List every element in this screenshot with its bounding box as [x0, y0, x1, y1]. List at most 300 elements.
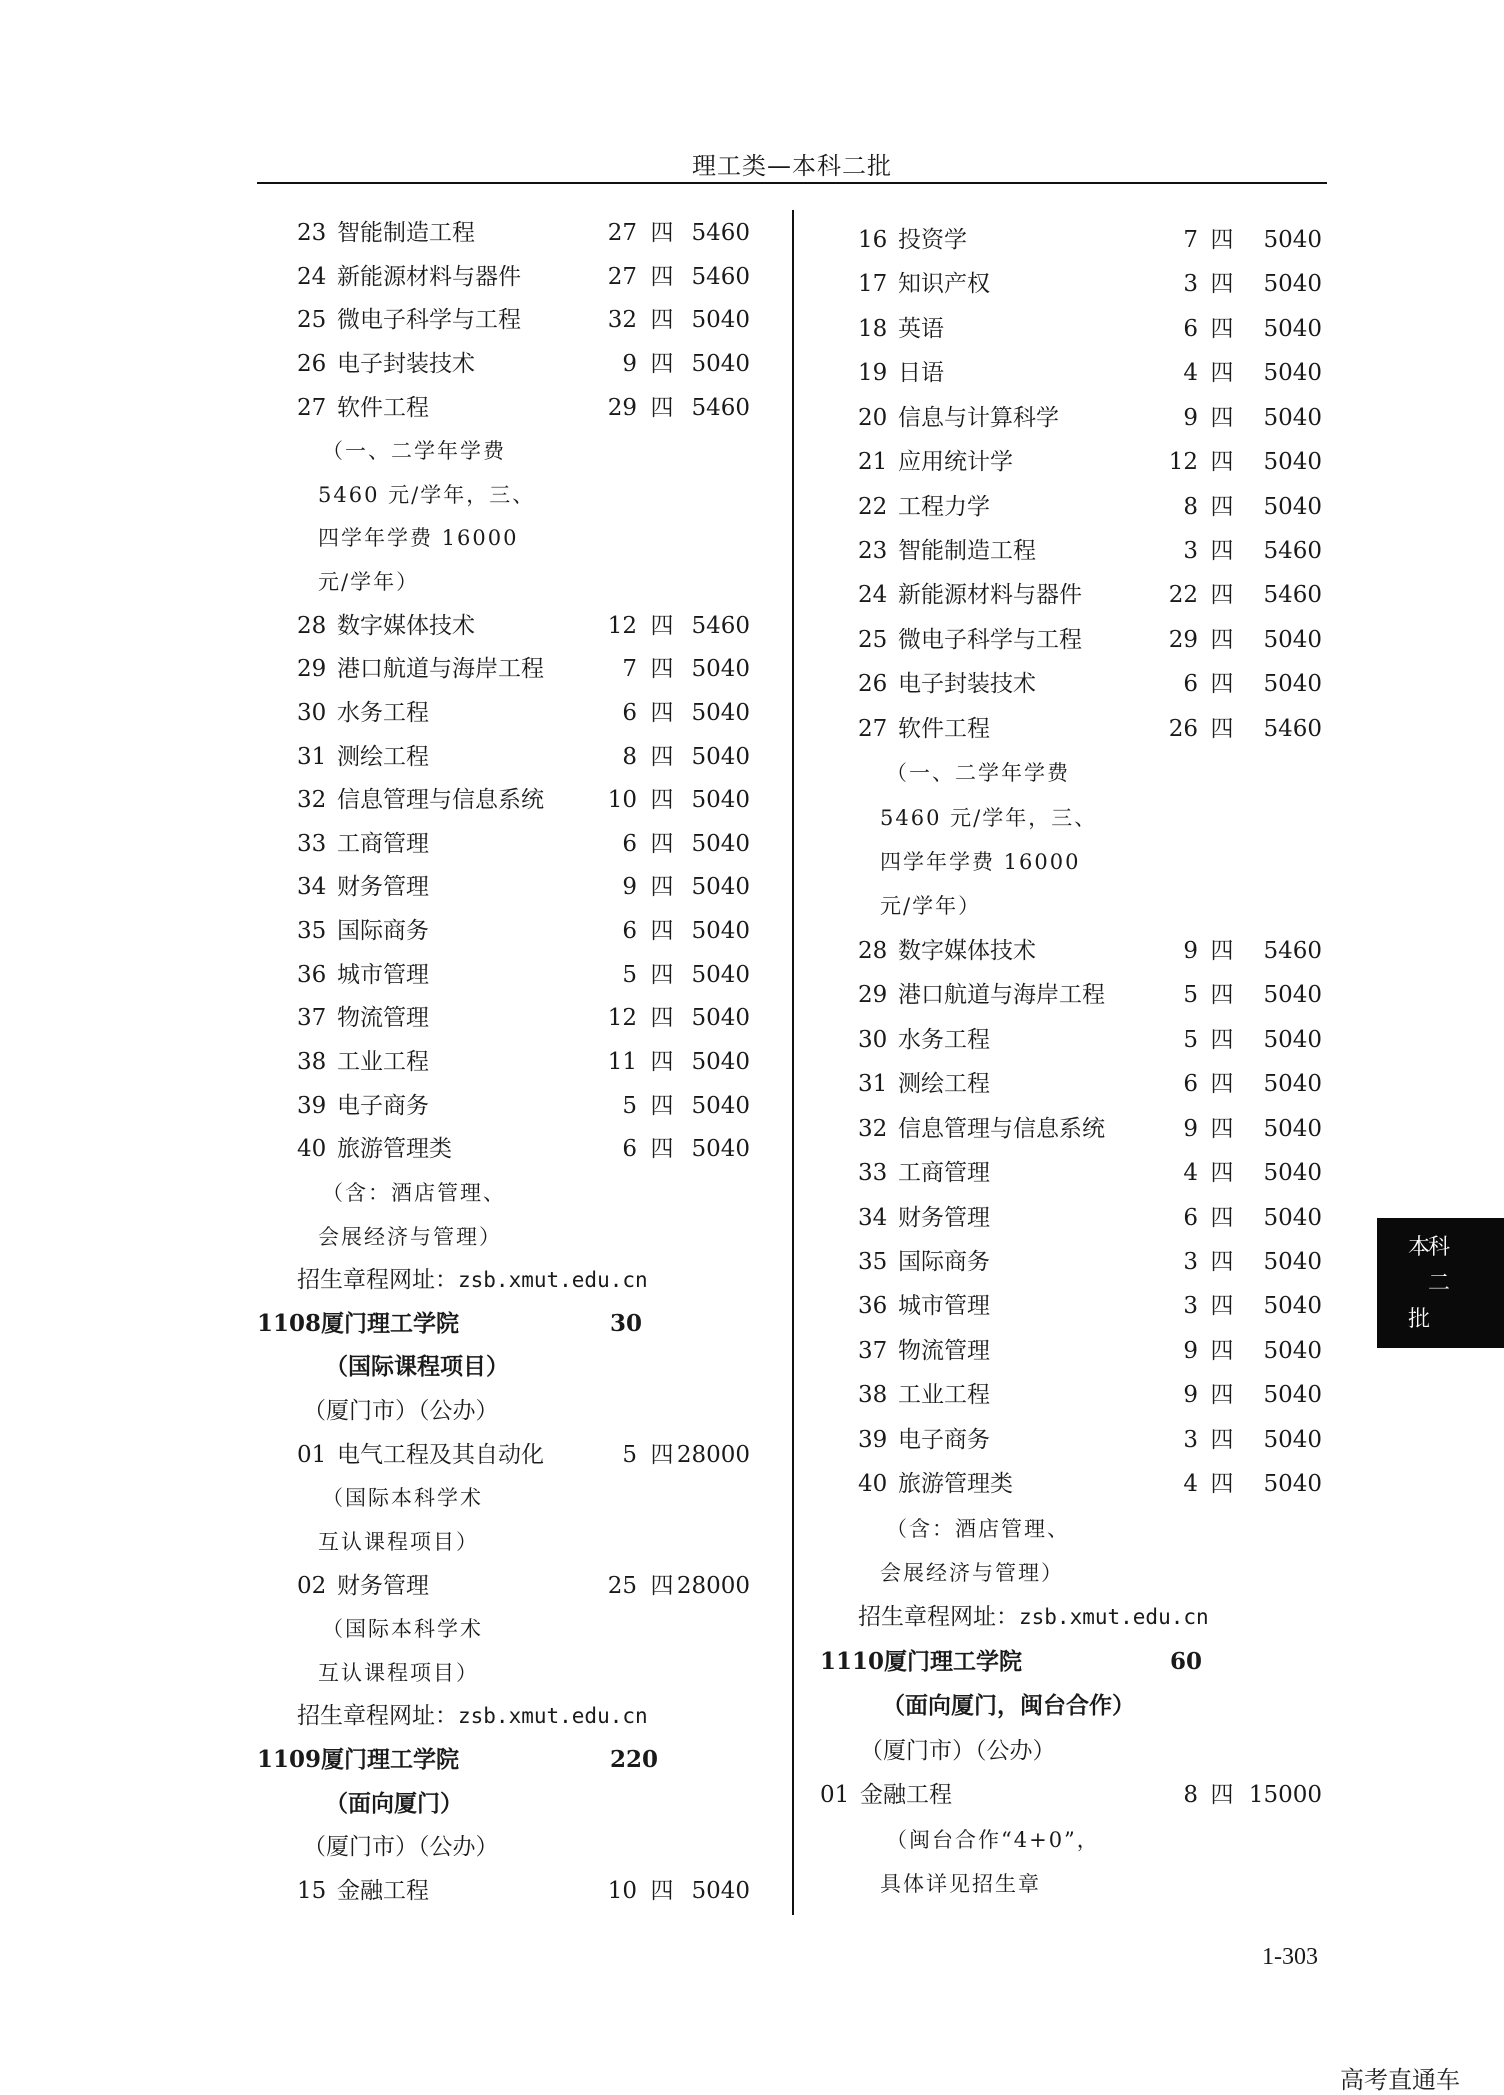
major-code: 38 [858, 1382, 888, 1409]
major-quota: 3 [1183, 1293, 1198, 1320]
major-years: 四 [650, 394, 674, 421]
major-note: 四学年学费 16000 [318, 526, 519, 551]
side-tab-char: 二 [1427, 1271, 1450, 1296]
major-years: 四 [650, 743, 674, 770]
major-quota: 26 [1168, 715, 1198, 742]
major-note: 会展经济与管理） [880, 1560, 1064, 1585]
school-name: 厦门理工学院 [321, 1746, 459, 1774]
major-name: 财务管理 [337, 874, 429, 901]
major-name: 信息管理与信息系统 [898, 1115, 1105, 1142]
major-row [297, 955, 750, 995]
major-fee: 5040 [691, 1136, 750, 1163]
major-code: 39 [297, 1092, 327, 1119]
major-years: 四 [650, 1005, 674, 1032]
major-row [297, 780, 750, 820]
major-years: 四 [650, 1049, 674, 1075]
major-fee: 5040 [1263, 1115, 1322, 1142]
major-name: 新能源材料与器件 [898, 582, 1082, 609]
major-name: 信息管理与信息系统 [337, 787, 544, 814]
major-years: 四 [1210, 404, 1234, 431]
major-row [858, 1153, 1322, 1193]
major-code: 35 [858, 1248, 888, 1275]
major-fee: 5040 [691, 1092, 750, 1119]
admission-url [297, 1696, 648, 1736]
major-quota: 27 [607, 263, 637, 290]
url-label: 招生章程网址： [297, 1267, 458, 1294]
major-fee: 5040 [691, 743, 750, 770]
major-code: 24 [297, 263, 327, 290]
major-code: 28 [297, 612, 327, 639]
major-years: 四 [650, 918, 674, 945]
major-quota: 5 [1183, 1026, 1198, 1053]
major-fee: 5040 [691, 874, 750, 901]
major-fee: 5040 [1263, 982, 1322, 1009]
major-quota: 4 [1183, 1471, 1198, 1498]
major-row [858, 1420, 1322, 1460]
major-row [858, 931, 1322, 971]
major-name: 数字媒体技术 [898, 937, 1036, 964]
school-location: （厦门市）（公办） [860, 1737, 1056, 1764]
school-heading [257, 1304, 643, 1344]
major-quota: 32 [607, 307, 637, 334]
major-code: 33 [297, 830, 327, 857]
major-years: 四 [650, 830, 674, 857]
major-quota: 9 [1183, 937, 1198, 964]
major-name: 国际商务 [898, 1248, 990, 1275]
major-years: 四 [650, 874, 674, 901]
major-quota: 9 [1183, 404, 1198, 431]
major-note: 四学年学费 16000 [880, 850, 1081, 875]
major-years: 四 [1210, 449, 1234, 476]
major-fee: 5040 [1263, 493, 1322, 520]
major-code: 40 [858, 1471, 888, 1498]
major-years: 四 [1210, 493, 1234, 520]
major-code: 31 [858, 1071, 888, 1098]
major-years: 四 [1210, 1382, 1234, 1409]
major-fee: 5460 [1263, 582, 1322, 609]
major-code: 29 [858, 982, 888, 1009]
major-quota: 6 [622, 830, 637, 857]
school-subtitle: （面向厦门，闽台合作） [882, 1692, 1135, 1720]
major-name: 数字媒体技术 [337, 612, 475, 639]
major-years: 四 [1210, 1293, 1234, 1320]
major-note: （国际本科学术 [322, 1486, 483, 1511]
major-row [858, 1064, 1322, 1104]
major-fee: 5040 [1263, 671, 1322, 698]
major-fee: 15000 [1248, 1782, 1322, 1809]
major-fee: 5460 [1263, 937, 1322, 964]
major-row [297, 606, 750, 646]
major-note: 具体详见招生章 [880, 1872, 1041, 1896]
major-years: 四 [650, 1092, 674, 1119]
header-rule [257, 182, 1327, 184]
major-quota: 8 [622, 743, 637, 770]
major-fee: 5040 [691, 961, 750, 988]
major-years: 四 [1210, 1471, 1234, 1498]
admission-url [297, 1260, 648, 1300]
major-fee: 5040 [1263, 1160, 1322, 1187]
major-fee: 5040 [1263, 1204, 1322, 1231]
major-years: 四 [650, 307, 674, 334]
major-note: 互认课程项目） [318, 1660, 479, 1685]
major-name: 城市管理 [337, 961, 429, 988]
major-quota: 12 [607, 612, 637, 639]
major-years: 四 [650, 263, 674, 290]
major-fee: 5040 [1263, 1471, 1322, 1498]
major-code: 36 [858, 1293, 888, 1320]
major-note: 会展经济与管理） [318, 1224, 502, 1249]
major-code: 32 [297, 787, 327, 814]
major-code: 20 [858, 404, 888, 431]
major-years: 四 [1210, 1071, 1234, 1098]
major-code: 27 [297, 394, 327, 421]
major-years: 四 [1210, 937, 1234, 964]
major-code: 26 [297, 350, 327, 377]
major-code: 19 [858, 360, 888, 387]
major-name: 工商管理 [337, 830, 429, 857]
major-name: 城市管理 [898, 1293, 990, 1320]
major-name: 软件工程 [898, 715, 990, 742]
major-quota: 5 [622, 1092, 637, 1119]
major-quota: 6 [1183, 315, 1198, 342]
major-quota: 4 [1183, 360, 1198, 387]
page-number: 1-303 [1262, 1944, 1318, 1970]
major-years: 四 [1210, 1026, 1234, 1053]
major-row [858, 664, 1322, 704]
major-quota: 6 [622, 918, 637, 945]
major-name: 财务管理 [898, 1204, 990, 1231]
school-location: （厦门市）（公办） [303, 1834, 499, 1861]
major-row [297, 867, 750, 907]
major-fee: 28000 [676, 1441, 750, 1468]
major-name: 日语 [898, 360, 944, 387]
major-quota: 10 [607, 787, 637, 814]
major-row [297, 998, 750, 1038]
admission-url [858, 1597, 1209, 1637]
major-code: 40 [297, 1136, 327, 1163]
major-quota: 12 [1168, 449, 1198, 476]
major-name: 水务工程 [337, 699, 429, 726]
major-quota: 9 [1183, 1382, 1198, 1409]
major-code: 28 [858, 937, 888, 964]
major-row [297, 344, 750, 384]
major-quota: 4 [1183, 1160, 1198, 1187]
major-quota: 10 [607, 1878, 637, 1904]
major-note: 5460 元/学年，三、 [880, 805, 1098, 830]
major-code: 30 [297, 699, 327, 726]
major-code: 01 [297, 1441, 327, 1468]
major-name: 应用统计学 [898, 449, 1013, 476]
major-years: 四 [1210, 715, 1234, 742]
major-years: 四 [650, 699, 674, 726]
major-years: 四 [1210, 227, 1234, 253]
major-years: 四 [1210, 626, 1234, 653]
major-quota: 3 [1183, 1426, 1198, 1453]
school-subtitle: （面向厦门） [325, 1789, 463, 1817]
major-row [297, 737, 750, 777]
major-quota: 3 [1183, 271, 1198, 298]
major-quota: 6 [1183, 1204, 1198, 1231]
major-code: 21 [858, 449, 888, 476]
major-row [858, 575, 1322, 615]
major-years: 四 [1210, 1160, 1234, 1187]
url-value: zsb.xmut.edu.cn [458, 1704, 648, 1729]
major-name: 投资学 [898, 227, 967, 253]
major-code: 02 [297, 1572, 327, 1599]
major-row [858, 309, 1322, 349]
major-name: 测绘工程 [337, 743, 429, 770]
major-name: 工业工程 [898, 1382, 990, 1409]
major-fee: 5040 [1263, 1293, 1322, 1320]
major-row [297, 693, 750, 733]
major-fee: 5040 [1263, 1426, 1322, 1453]
major-row [297, 257, 750, 297]
major-quota: 3 [1183, 1248, 1198, 1275]
major-name: 金融工程 [860, 1782, 952, 1809]
major-fee: 5040 [1263, 360, 1322, 387]
major-years: 四 [1210, 315, 1234, 342]
major-quota: 29 [607, 394, 637, 421]
major-note: （一、二学年学费 [322, 439, 506, 464]
major-quota: 22 [1168, 582, 1198, 609]
major-code: 17 [858, 271, 888, 298]
major-quota: 5 [622, 1441, 637, 1468]
major-row [858, 531, 1322, 571]
url-value: zsb.xmut.edu.cn [1019, 1605, 1209, 1630]
major-code: 23 [858, 538, 888, 565]
major-fee: 5040 [1263, 1248, 1322, 1275]
column-divider [792, 210, 794, 1915]
url-value: zsb.xmut.edu.cn [458, 1268, 648, 1293]
major-code: 35 [297, 918, 327, 945]
major-name: 工程力学 [898, 493, 990, 520]
major-quota: 9 [1183, 1115, 1198, 1142]
major-years: 四 [1210, 671, 1234, 698]
major-row [858, 1198, 1322, 1238]
major-fee: 5040 [1263, 227, 1322, 253]
major-name: 电子商务 [337, 1092, 429, 1119]
major-years: 四 [1210, 1248, 1234, 1275]
major-code: 23 [297, 220, 327, 246]
major-note: （含：酒店管理、 [322, 1180, 506, 1205]
major-years: 四 [650, 787, 674, 814]
major-quota: 27 [607, 220, 637, 246]
major-code: 30 [858, 1026, 888, 1053]
major-years: 四 [1210, 360, 1234, 387]
major-row [858, 264, 1322, 304]
major-name: 金融工程 [337, 1878, 429, 1904]
major-code: 36 [297, 961, 327, 988]
major-fee: 5460 [691, 612, 750, 639]
major-name: 英语 [898, 315, 944, 342]
school-code: 1110 [820, 1647, 885, 1675]
major-quota: 25 [607, 1572, 637, 1599]
major-row [297, 1086, 750, 1126]
major-name: 信息与计算科学 [898, 404, 1059, 431]
major-name: 物流管理 [337, 1005, 429, 1032]
major-row [297, 1566, 750, 1606]
major-fee: 5040 [691, 350, 750, 377]
major-code: 27 [858, 715, 888, 742]
major-row [858, 620, 1322, 660]
school-heading [257, 1740, 659, 1780]
major-note: （一、二学年学费 [886, 761, 1070, 786]
major-row [858, 398, 1322, 438]
major-row [297, 911, 750, 951]
major-note: 元/学年） [318, 570, 420, 595]
major-fee: 5040 [691, 918, 750, 945]
major-row [858, 220, 1322, 260]
major-code: 24 [858, 582, 888, 609]
major-code: 31 [297, 743, 327, 770]
page-header-title: 理工类—本科二批 [692, 152, 892, 180]
major-code: 22 [858, 493, 888, 520]
major-name: 微电子科学与工程 [898, 626, 1082, 653]
major-years: 四 [650, 961, 674, 988]
major-code: 37 [858, 1337, 888, 1364]
major-row [858, 1020, 1322, 1060]
major-quota: 9 [1183, 1337, 1198, 1364]
major-row [858, 1286, 1322, 1326]
major-row [858, 442, 1322, 482]
major-name: 知识产权 [898, 271, 990, 298]
major-quota: 6 [622, 699, 637, 726]
major-fee: 5040 [1263, 315, 1322, 342]
major-note: （国际本科学术 [322, 1617, 483, 1642]
major-code: 18 [858, 315, 888, 342]
major-quota: 7 [622, 656, 637, 683]
side-tab-char: 批 [1407, 1307, 1430, 1332]
major-quota: 6 [1183, 1071, 1198, 1098]
major-code: 15 [297, 1878, 327, 1904]
major-quota: 6 [1183, 671, 1198, 698]
major-name: 港口航道与海岸工程 [337, 656, 544, 683]
major-fee: 5040 [1263, 1337, 1322, 1364]
school-subtitle: （国际课程项目） [325, 1353, 509, 1381]
major-name: 财务管理 [337, 1572, 429, 1599]
major-row [858, 487, 1322, 527]
section-side-tab [1377, 1218, 1504, 1348]
major-row [297, 1042, 750, 1082]
major-row [858, 1464, 1322, 1504]
major-years: 四 [1210, 982, 1234, 1009]
major-years: 四 [650, 1136, 674, 1163]
major-row [297, 213, 750, 253]
major-name: 电子封装技术 [898, 671, 1036, 698]
major-years: 四 [1210, 1782, 1234, 1809]
major-years: 四 [650, 1441, 674, 1468]
major-code: 34 [297, 874, 327, 901]
major-years: 四 [650, 350, 674, 377]
major-row [858, 709, 1322, 749]
major-row [297, 649, 750, 689]
major-fee: 5460 [1263, 538, 1322, 565]
major-fee: 5040 [691, 1878, 750, 1904]
major-fee: 5040 [1263, 626, 1322, 653]
major-name: 智能制造工程 [898, 538, 1036, 565]
major-name: 工业工程 [337, 1049, 429, 1075]
major-fee: 5040 [1263, 1071, 1322, 1098]
watermark: 高考直通车 [1340, 2066, 1460, 2094]
school-location: （厦门市）（公办） [303, 1398, 499, 1425]
major-fee: 5040 [1263, 271, 1322, 298]
major-fee: 5040 [691, 830, 750, 857]
major-note: （闽台合作“4+0”， [886, 1827, 1100, 1852]
major-row [858, 1109, 1322, 1149]
major-row [297, 388, 750, 428]
major-fee: 5040 [1263, 1026, 1322, 1053]
major-name: 水务工程 [898, 1026, 990, 1053]
major-name: 新能源材料与器件 [337, 263, 521, 290]
major-quota: 8 [1183, 493, 1198, 520]
major-code: 38 [297, 1049, 327, 1075]
major-note: （含：酒店管理、 [886, 1516, 1070, 1541]
school-total: 60 [1170, 1647, 1203, 1675]
major-name: 电子商务 [898, 1426, 990, 1453]
major-row [297, 1435, 750, 1475]
major-code: 25 [858, 626, 888, 653]
major-name: 国际商务 [337, 918, 429, 945]
url-label: 招生章程网址： [858, 1604, 1019, 1631]
major-code: 39 [858, 1426, 888, 1453]
major-quota: 8 [1183, 1782, 1198, 1809]
major-years: 四 [1210, 538, 1234, 565]
major-name: 测绘工程 [898, 1071, 990, 1098]
major-fee: 5040 [1263, 1382, 1322, 1409]
school-heading [820, 1642, 1203, 1682]
major-fee: 5040 [1263, 404, 1322, 431]
major-row [858, 1331, 1322, 1371]
major-name: 微电子科学与工程 [337, 307, 521, 334]
major-row [297, 300, 750, 340]
major-code: 37 [297, 1005, 327, 1032]
major-code: 26 [858, 671, 888, 698]
major-code: 34 [858, 1204, 888, 1231]
major-fee: 5040 [691, 699, 750, 726]
major-row [297, 1871, 750, 1911]
major-years: 四 [1210, 1204, 1234, 1231]
school-name: 厦门理工学院 [321, 1309, 459, 1337]
side-tab-char: 科 [1427, 1235, 1450, 1260]
major-name: 智能制造工程 [337, 220, 475, 246]
major-code: 33 [858, 1160, 888, 1187]
school-code: 1109 [257, 1746, 322, 1774]
major-name: 工商管理 [898, 1160, 990, 1187]
major-years: 四 [650, 656, 674, 683]
major-quota: 5 [1183, 982, 1198, 1009]
major-row [858, 353, 1322, 393]
major-fee: 5040 [691, 1005, 750, 1032]
major-years: 四 [1210, 1115, 1234, 1142]
major-note: 元/学年） [880, 894, 982, 919]
major-name: 物流管理 [898, 1337, 990, 1364]
major-fee: 5040 [691, 656, 750, 683]
major-years: 四 [650, 612, 674, 639]
major-name: 软件工程 [337, 394, 429, 421]
major-years: 四 [1210, 1337, 1234, 1364]
major-name: 旅游管理类 [898, 1471, 1013, 1498]
major-name: 港口航道与海岸工程 [898, 982, 1105, 1009]
major-years: 四 [1210, 1426, 1234, 1453]
major-code: 16 [858, 227, 888, 253]
major-fee: 5460 [691, 263, 750, 290]
school-name: 厦门理工学院 [884, 1647, 1022, 1675]
major-fee: 5040 [691, 307, 750, 334]
major-name: 旅游管理类 [337, 1136, 452, 1163]
major-quota: 5 [622, 961, 637, 988]
major-years: 四 [1210, 271, 1234, 298]
major-code: 32 [858, 1115, 888, 1142]
